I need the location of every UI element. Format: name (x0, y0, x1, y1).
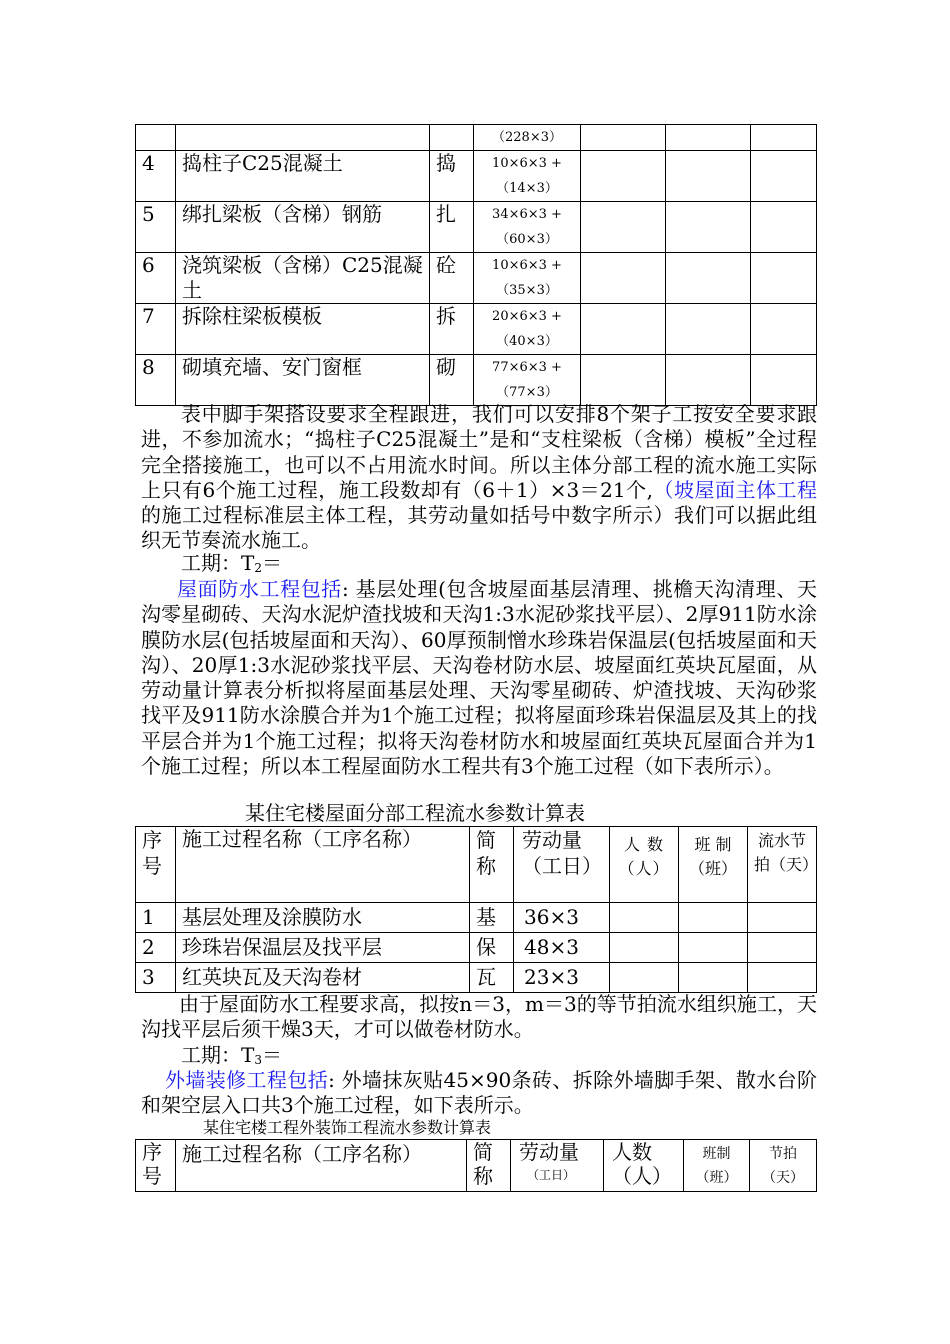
main-process-table (135, 124, 817, 406)
empty-cell (581, 253, 666, 304)
cell-abbr: 保 (470, 933, 514, 963)
cell-labor: 48×3 (514, 933, 610, 963)
empty-cell (666, 125, 751, 151)
empty-cell (581, 151, 666, 202)
facade-table-caption: 某住宅楼工程外装饰工程流水参数计算表 (203, 1118, 492, 1137)
empty-cell (581, 125, 666, 151)
row-number (136, 125, 176, 151)
empty-cell (751, 202, 817, 253)
empty-cell (666, 151, 751, 202)
roof-table-caption: 某住宅楼屋面分部工程流水参数计算表 (245, 801, 585, 825)
empty-cell (581, 304, 666, 355)
empty-cell (666, 253, 751, 304)
cell-name: 红英块瓦及天沟卷材 (176, 963, 470, 993)
table-row (136, 125, 817, 151)
process-name: 绑扎梁板（含梯）钢筋 (176, 202, 430, 253)
cell-no: 3 (136, 963, 176, 993)
empty-cell (666, 355, 751, 406)
cell-labor: 23×3 (514, 963, 610, 993)
labor-qty: 10×6×3 + （14×3） (474, 151, 581, 202)
labor-qty: （228×3） (474, 125, 581, 151)
t3-header-name: 施工过程名称（工序名称） (176, 1140, 467, 1192)
cell-abbr: 瓦 (470, 963, 514, 993)
cell-no: 2 (136, 933, 176, 963)
row-number: 5 (136, 202, 176, 253)
duration-t2: 工期：$T_2=$ (181, 551, 282, 575)
process-name: 拆除柱梁板模板 (176, 304, 430, 355)
empty-cell (679, 933, 748, 963)
t3-header-labor: 劳动量 （工日） (511, 1140, 604, 1192)
facade-heading: 外墙装修工程包括 (165, 1068, 329, 1092)
empty-cell (751, 304, 817, 355)
process-name (176, 125, 430, 151)
table-row (136, 933, 817, 963)
labor-qty: 77×6×3 + （77×3） (474, 355, 581, 406)
empty-cell (610, 933, 679, 963)
paragraph-roof-rhythm: 由于屋面防水工程要求高，拟按n＝3，m＝3的等节拍流水组织施工，天沟找平层后须干燥3天，才可以做卷材防水。 (141, 992, 817, 1042)
empty-cell (679, 903, 748, 933)
empty-cell (610, 963, 679, 993)
empty-cell (751, 355, 817, 406)
table-row (136, 151, 817, 202)
table-row (136, 253, 817, 304)
row-number: 6 (136, 253, 176, 304)
paragraph-roof (141, 577, 817, 779)
paragraph-facade (141, 1068, 817, 1119)
t2-header-labor: 劳动量（工日） (514, 827, 610, 903)
row-number: 4 (136, 151, 176, 202)
t2-header-shift: 班 制（班） (679, 827, 748, 903)
process-abbr: 拆 (430, 304, 474, 355)
facade-table (135, 1139, 817, 1192)
process-name: 捣柱子C25混凝土 (176, 151, 430, 202)
table-row (136, 304, 817, 355)
facade-text: : 外墙抹灰贴45×90条砖、拆除外墙脚手架、散水台阶和架空层入口共3个施工过程，如下表所示。 (141, 1068, 817, 1118)
empty-cell (610, 903, 679, 933)
t3-header-shift: 班制（班） (684, 1140, 750, 1192)
table-row (136, 202, 817, 253)
table-row (136, 903, 817, 933)
empty-cell (666, 202, 751, 253)
process-abbr: 捣 (430, 151, 474, 202)
t3-header-people: 人数（人） (604, 1140, 684, 1192)
cell-name: 珍珠岩保温层及找平层 (176, 933, 470, 963)
t2-header-no: 序号 (136, 827, 176, 903)
cell-no: 1 (136, 903, 176, 933)
t3-header-beat: 节拍（天） (750, 1140, 817, 1192)
process-abbr (430, 125, 474, 151)
roof-table (135, 826, 817, 993)
process-abbr: 扎 (430, 202, 474, 253)
t2-header-beat: 流水节拍（天） (748, 827, 817, 903)
para1-text-a: 表中脚手架搭设要求全程跟进，我们可以安排8个架子工按安全要求跟进，不参加流水；“捣柱子C25混凝土”是和“支柱梁板（含梯）模板”全过程完全搭接施工，也可以不占用流水时间。所以主体分部工程的流水施工实际上只有6个施工过程，施工段数却有（6＋1）×3＝21个, (141, 402, 817, 502)
roof-text: : 基层处理(包含坡屋面基层清理、挑檐天沟清理、天沟零星砌砖、天沟水泥炉渣找坡和天沟1:3水泥砂浆找平层）、2厚911防水涂膜防水层(包括坡屋面和天沟）、60厚预制憎水珍珠岩保温层(包括坡屋面和天沟）、20厚1:3水泥砂浆找平层、天沟卷材防水层、坡屋面红英块瓦屋面，从劳动量计算表分析拟将屋面基层处理、天沟零星砌砖、炉渣找坡、天沟砂浆找平及911防水涂膜合并为1个施工过程；拟将屋面珍珠岩保温层及其上的找平层合并为1个施工过程；拟将天沟卷材防水和坡屋面红英块瓦屋面合并为1个施工过程；所以本工程屋面防水工程共有3个施工过程（如下表所示）。 (141, 577, 818, 779)
duration-t3: 工期：$T_3=$ (181, 1043, 282, 1067)
paragraph-main-process (141, 402, 817, 554)
process-abbr: 砌 (430, 355, 474, 406)
row-number: 7 (136, 304, 176, 355)
process-abbr: 砼 (430, 253, 474, 304)
table-row (136, 963, 817, 993)
para1-text-c: 的施工过程标准层主体工程，其劳动量如括号中数字所示）我们可以据此组织无节奏流水施工。 (141, 503, 817, 553)
empty-cell (666, 304, 751, 355)
cell-labor: 36×3 (514, 903, 610, 933)
row-number: 8 (136, 355, 176, 406)
empty-cell (581, 355, 666, 406)
labor-qty: 20×6×3 + （40×3） (474, 304, 581, 355)
roof-heading: 屋面防水工程包括 (177, 577, 342, 601)
labor-qty: 34×6×3 + （60×3） (474, 202, 581, 253)
table-row (136, 355, 817, 406)
cell-name: 基层处理及涂膜防水 (176, 903, 470, 933)
t3-header-no: 序号 (136, 1140, 176, 1192)
process-name: 砌填充墙、安门窗框 (176, 355, 430, 406)
empty-cell (751, 151, 817, 202)
t2-header-abbr: 简称 (470, 827, 514, 903)
empty-cell (748, 903, 817, 933)
t2-header-people: 人 数（人） (610, 827, 679, 903)
t3-header-abbr: 简称 (467, 1140, 511, 1192)
process-name: 浇筑梁板（含梯）C25混凝土 (176, 253, 430, 304)
para1-highlight: （坡屋面主体工程 (653, 477, 818, 502)
empty-cell (581, 202, 666, 253)
empty-cell (748, 933, 817, 963)
labor-qty: 10×6×3 + （35×3） (474, 253, 581, 304)
empty-cell (748, 963, 817, 993)
empty-cell (751, 125, 817, 151)
empty-cell (751, 253, 817, 304)
t2-header-name: 施工过程名称（工序名称） (176, 827, 470, 903)
cell-abbr: 基 (470, 903, 514, 933)
empty-cell (679, 963, 748, 993)
